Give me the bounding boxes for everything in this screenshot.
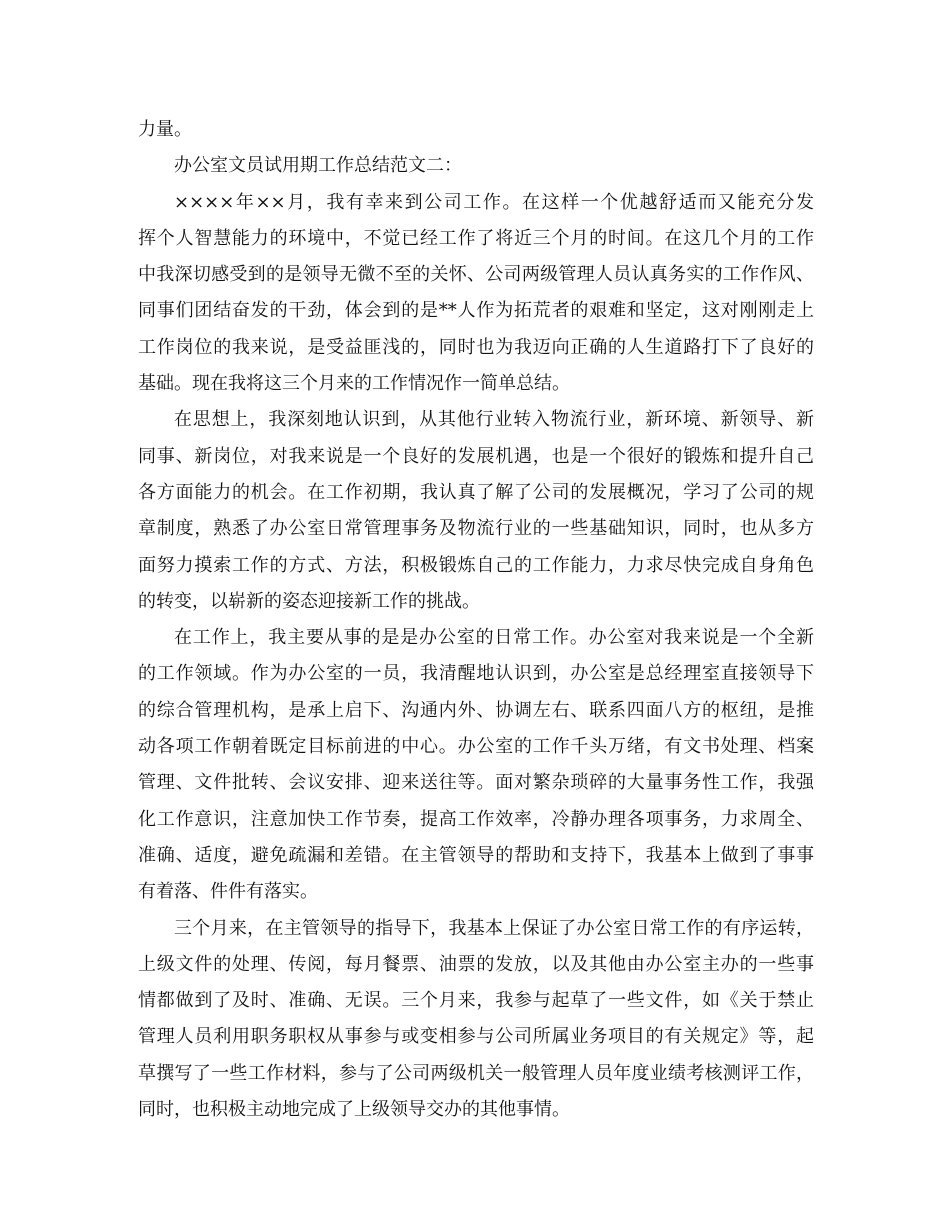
text-line: 动各项工作朝着既定目标前进的中心。办公室的工作千头万绪，有文书处理、档案 — [138, 736, 814, 758]
text-line: 的综合管理机构，是承上启下、沟通内外、协调左右、联系四面八方的枢纽，是推 — [138, 699, 814, 721]
text-line: 挥个人智慧能力的环境中，不觉已经工作了将近三个月的时间。在这几个月的工作 — [138, 227, 814, 249]
text-line: 管理、文件批转、会议安排、迎来送往等。面对繁杂琐碎的大量事务性工作，我强 — [138, 772, 814, 794]
text-line: 准确、适度，避免疏漏和差错。在主管领导的帮助和支持下，我基本上做到了事事 — [138, 844, 814, 866]
text-line: 在工作上，我主要从事的是是办公室的日常工作。办公室对我来说是一个全新 — [174, 627, 814, 649]
text-line: 的工作领域。作为办公室的一员，我清醒地认识到，办公室是总经理室直接领导下 — [138, 663, 814, 685]
text-line: 在思想上，我深刻地认识到，从其他行业转入物流行业，新环境、新领导、新 — [174, 409, 814, 431]
text-line: 基础。现在我将这三个月来的工作情况作一简单总结。 — [138, 373, 570, 395]
document-body — [138, 112, 814, 1128]
text-line: 工作岗位的我来说，是受益匪浅的，同时也为我迈向正确的人生道路打下了良好的 — [138, 336, 814, 358]
text-line: 同事们团结奋发的干劲，体会到的是**人作为拓荒者的艰难和坚定，这对刚刚走上 — [138, 300, 814, 322]
text-line: 有着落、件件有落实。 — [138, 881, 318, 903]
text-line: 力量。 — [138, 119, 192, 140]
text-line: 同时，也积极主动地完成了上级领导交办的其他事情。 — [138, 1099, 570, 1121]
text-line: 中我深切感受到的是领导无微不至的关怀、公司两级管理人员认真务实的工作作风、 — [138, 264, 814, 286]
text-line: 三个月来，在主管领导的指导下，我基本上保证了办公室日常工作的有序运转， — [174, 917, 814, 939]
text-line: 的转变，以崭新的姿态迎接新工作的挑战。 — [138, 590, 480, 612]
text-line: 上级文件的处理、传阅，每月餐票、油票的发放，以及其他由办公室主办的一些事 — [138, 953, 814, 975]
section-heading: 办公室文员试用期工作总结范文二： — [174, 155, 462, 177]
text-line: 情都做到了及时、准确、无误。三个月来，我参与起草了一些文件，如《关于禁止 — [138, 990, 814, 1012]
text-line: 章制度，熟悉了办公室日常管理事务及物流行业的一些基础知识，同时，也从多方 — [138, 518, 814, 540]
text-line: 管理人员利用职务职权从事参与或变相参与公司所属业务项目的有关规定》等，起 — [138, 1026, 814, 1048]
text-line: 各方面能力的机会。在工作初期，我认真了解了公司的发展概况，学习了公司的规 — [138, 481, 814, 503]
text-line: ××××年××月，我有幸来到公司工作。在这样一个优越舒适而又能充分发 — [174, 191, 814, 213]
text-line: 同事、新岗位，对我来说是一个良好的发展机遇，也是一个很好的锻炼和提升自己 — [138, 445, 814, 467]
text-line: 草撰写了一些工作材料，参与了公司两级机关一般管理人员年度业绩考核测评工作， — [138, 1062, 814, 1084]
text-line: 化工作意识，注意加快工作节奏，提高工作效率，冷静办理各项事务，力求周全、 — [138, 808, 814, 830]
text-line: 面努力摸索工作的方式、方法，积极锻炼自己的工作能力，力求尽快完成自身角色 — [138, 554, 814, 576]
